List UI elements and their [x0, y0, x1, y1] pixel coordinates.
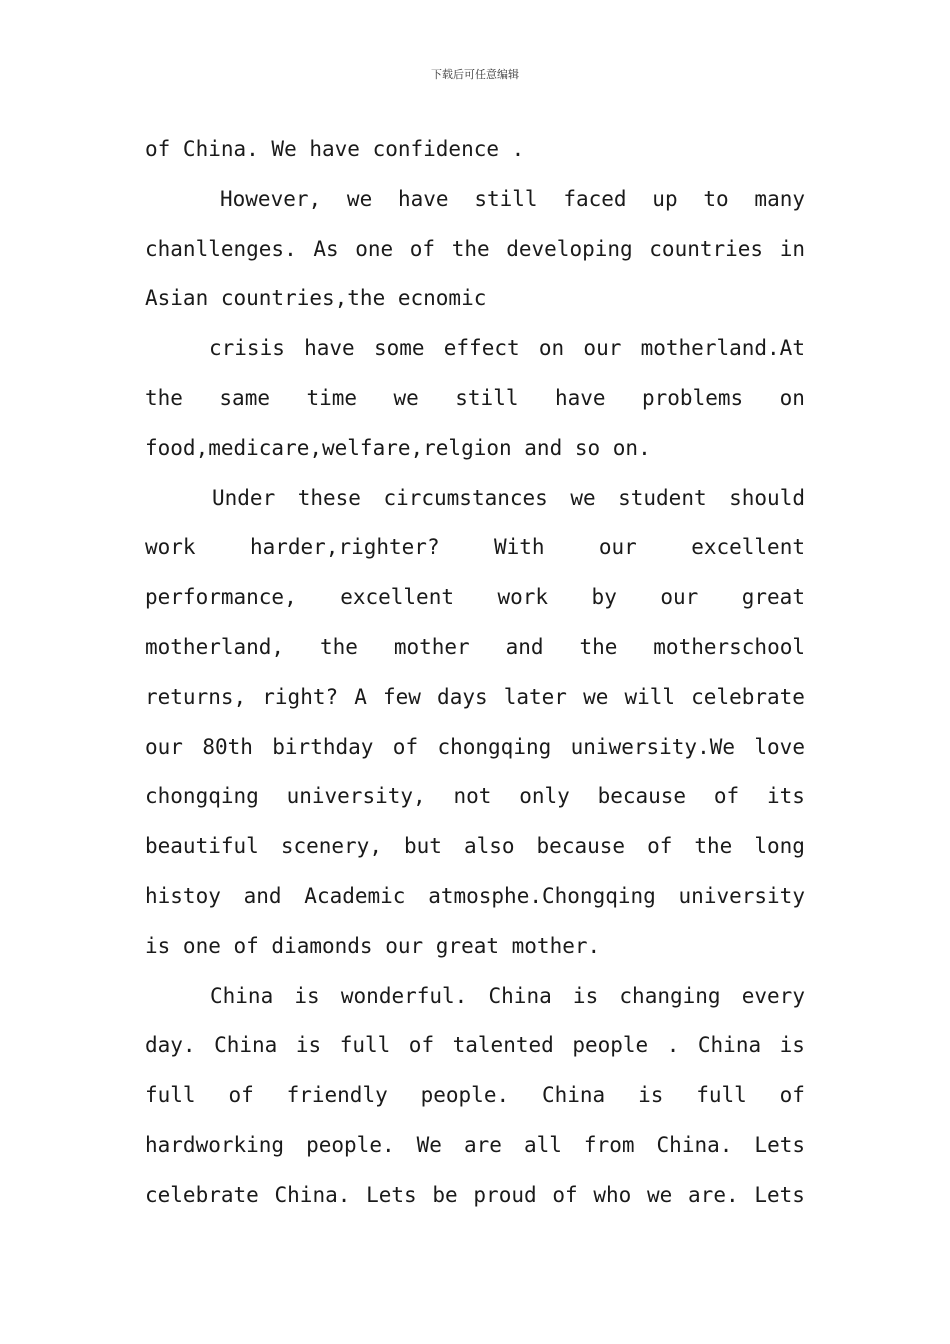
word: motherland, [145, 634, 285, 659]
word: scenery, [280, 834, 382, 859]
word: celebrate [145, 1182, 259, 1207]
text-line [145, 474, 805, 524]
word: some [373, 336, 425, 361]
word: is [294, 983, 320, 1008]
word: Lets [754, 1182, 805, 1207]
word: excellent [691, 535, 805, 560]
text-line: Asian countries,the ecnomic [145, 286, 487, 311]
word: university [678, 883, 805, 908]
word: Lets [366, 1182, 417, 1207]
text-line [145, 225, 805, 275]
word: time [306, 385, 358, 410]
word: not [453, 784, 492, 809]
word: student [618, 485, 707, 510]
word: However, [220, 186, 322, 211]
text-line [145, 324, 805, 374]
word: uniwersity.We [570, 734, 736, 759]
word: chongqing [437, 734, 552, 759]
word: With [493, 535, 545, 560]
text-line: food,medicare,welfare,relgion and so on. [145, 435, 651, 460]
text-line [145, 723, 805, 773]
word: of [779, 1083, 805, 1108]
word: and [505, 634, 544, 659]
text-line [145, 523, 805, 573]
word: days [437, 684, 488, 709]
word: birthday [272, 734, 374, 759]
word: one [355, 236, 394, 261]
word: China [697, 1033, 762, 1058]
word: we [647, 1182, 673, 1207]
word: China [210, 983, 274, 1008]
word: we [393, 385, 419, 410]
word: and [243, 883, 282, 908]
word: full [145, 1083, 196, 1108]
word: on [779, 385, 805, 410]
word: chanllenges. [145, 236, 297, 261]
word: A [354, 684, 367, 709]
word: histoy [145, 883, 221, 908]
page-header: 下载后可任意编辑 [431, 68, 519, 81]
text-line [145, 374, 805, 424]
word: Under [212, 485, 276, 510]
word: only [519, 784, 570, 809]
word: because [536, 834, 626, 859]
word: have [554, 385, 606, 410]
word: work [145, 535, 196, 560]
word: performance, [145, 585, 297, 610]
word: crisis [209, 336, 285, 361]
word: chongqing [145, 784, 259, 809]
word: excellent [340, 585, 454, 610]
text-line [145, 1121, 805, 1171]
word: be [432, 1182, 458, 1207]
word: have [397, 186, 449, 211]
word: right? [262, 684, 339, 709]
word: to [703, 186, 729, 211]
word: of [409, 236, 436, 261]
word: also [463, 834, 515, 859]
word: 80th [202, 734, 253, 759]
word: our [145, 734, 183, 759]
word: in [779, 236, 805, 261]
word: our [598, 535, 637, 560]
word: friendly [286, 1083, 388, 1108]
word: are. [688, 1182, 739, 1207]
word: later [503, 684, 567, 709]
word: is [295, 1033, 322, 1058]
word: of [713, 784, 740, 809]
word: circumstances [383, 485, 548, 510]
word: people. [306, 1132, 395, 1157]
word: is [572, 983, 599, 1008]
word: China [541, 1083, 606, 1108]
word: full [339, 1033, 391, 1058]
word: work [497, 585, 549, 610]
text-line: of China. We have confidence . [145, 137, 525, 161]
word: is [779, 1033, 805, 1058]
word: have [304, 336, 355, 361]
text-line [145, 573, 805, 623]
word: but [403, 834, 442, 859]
word: we [570, 485, 596, 510]
word: we [346, 186, 373, 211]
word: people [572, 1033, 649, 1058]
word: of [408, 1033, 435, 1058]
word: people. [420, 1083, 510, 1108]
word: Academic [304, 883, 406, 908]
word: great [741, 585, 805, 610]
word: Lets [754, 1132, 805, 1157]
word: of [552, 1182, 578, 1207]
word: long [754, 834, 805, 859]
word: atmosphe.Chongqing [428, 883, 656, 908]
word: As [313, 236, 339, 261]
word: changing [619, 983, 721, 1008]
word: same [219, 385, 270, 410]
word: returns, [145, 684, 247, 709]
document-body [145, 125, 805, 1221]
text-line [145, 822, 805, 872]
word: hardworking [145, 1132, 285, 1157]
word: developing [506, 236, 633, 261]
word: we [583, 684, 609, 709]
word: still [474, 186, 538, 211]
word: few [383, 684, 421, 709]
word: our [660, 585, 699, 610]
word: many [754, 186, 805, 211]
text-line [145, 623, 805, 673]
word: is [638, 1083, 664, 1108]
text-line [145, 1021, 805, 1071]
text-line [145, 175, 805, 225]
text-line [145, 1071, 805, 1121]
word: China [488, 983, 552, 1008]
word: problems [642, 385, 744, 410]
text-line: is one of diamonds our great mother. [145, 933, 601, 958]
text-line [145, 673, 805, 723]
word: wonderful. [340, 983, 468, 1008]
word: of [392, 734, 419, 759]
word: all [523, 1132, 562, 1157]
word: the [319, 634, 358, 659]
word: love [754, 734, 805, 759]
word: who [593, 1182, 632, 1207]
word: by [591, 585, 617, 610]
word: China. [656, 1132, 733, 1157]
word: harder,righter? [249, 535, 440, 560]
word: effect [443, 336, 520, 361]
word: faced [563, 186, 627, 211]
word: the [694, 834, 733, 859]
word: the [579, 634, 618, 659]
word: beautiful [145, 834, 259, 859]
word: motherschool [653, 634, 805, 659]
word: full [696, 1083, 747, 1108]
word: from [583, 1132, 635, 1157]
word: proud [473, 1182, 537, 1207]
text-line [145, 772, 805, 822]
word: talented [452, 1033, 554, 1058]
word: are [463, 1132, 502, 1157]
word: on [538, 336, 565, 361]
word: our [583, 336, 622, 361]
word: motherland.At [640, 336, 805, 361]
word: . [666, 1033, 680, 1058]
text-line [145, 972, 805, 1022]
word: China. [274, 1182, 351, 1207]
text-line [145, 872, 805, 922]
text-line [145, 1171, 805, 1221]
word: the [451, 236, 490, 261]
word: still [455, 385, 519, 410]
word: countries [649, 236, 764, 261]
word: these [297, 485, 361, 510]
word: university, [286, 784, 426, 809]
word: its [766, 784, 805, 809]
word: China [214, 1033, 278, 1058]
word: mother [393, 634, 470, 659]
word: of [647, 834, 673, 859]
word: should [729, 485, 805, 510]
word: of [228, 1083, 254, 1108]
word: up [652, 186, 678, 211]
word: will [624, 684, 676, 709]
word: every [741, 983, 805, 1008]
word: We [416, 1132, 442, 1157]
word: day. [145, 1033, 196, 1058]
word: celebrate [691, 684, 805, 709]
word: because [597, 784, 687, 809]
word: the [145, 385, 183, 410]
